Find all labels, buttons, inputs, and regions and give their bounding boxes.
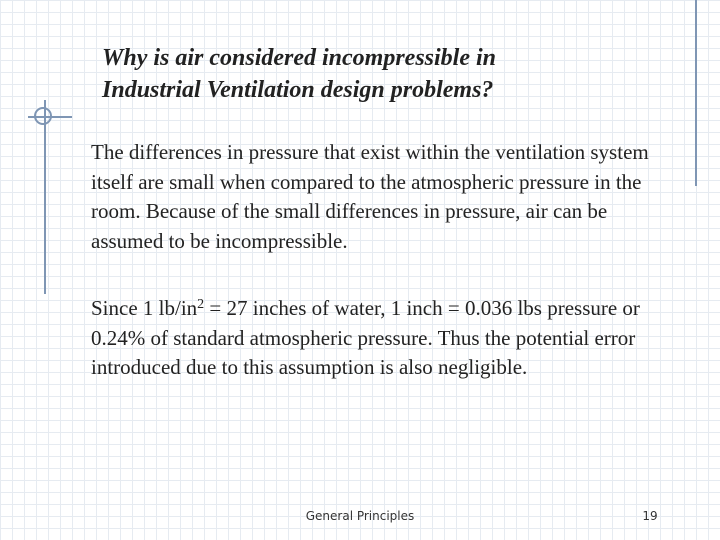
body-paragraph-2 xyxy=(91,294,661,383)
decorative-vertical-line-right xyxy=(695,0,697,186)
superscript-exponent: 2 xyxy=(197,297,205,312)
body-paragraph-1: The differences in pressure that exist within the ventilation system itself are small when compared to the atmospheric pressure in the room. Because of the small differences in pressure, air can be assumed to be incompressible. xyxy=(91,140,649,253)
page-number: 19 xyxy=(642,509,658,523)
decorative-vertical-line-left xyxy=(44,100,46,294)
paragraph-2-rest: = 27 inches of water, 1 inch = 0.036 lbs pressure or 0.24% of standard atmospheric pressure. Thus the potential error introduced due to this assumption is also negligible. xyxy=(91,296,640,379)
title-line-1: Why is air considered incompressible in xyxy=(102,45,497,71)
slide-title xyxy=(102,42,662,106)
paragraph-2-start: Since 1 lb/in xyxy=(91,296,198,320)
slide-footer: General Principles xyxy=(305,509,415,523)
decorative-circle-icon xyxy=(34,107,52,125)
title-line-2: Industrial Ventilation design problems? xyxy=(102,77,494,103)
